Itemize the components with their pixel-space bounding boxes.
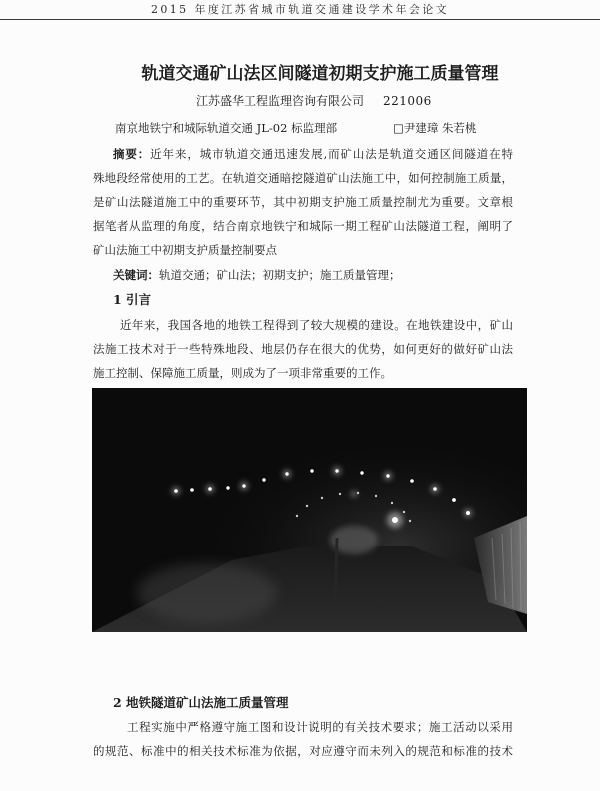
body-line: 法施工技术对于一些特殊地段、地层仍存在很大的优势，如何更好的做好矿山法 <box>93 342 513 356</box>
paper-title: 轨道交通矿山法区间隧道初期支护施工质量管理 <box>141 64 499 84</box>
abstract-line: 殊地段经常使用的工艺。在轨道交通暗挖隧道矿山法施工中，如何控制施工质量， <box>93 171 513 185</box>
abstract-line: 据笔者从监理的角度，结合南京地铁宁和城际一期工程矿山法隧道工程，阐明了 <box>93 219 513 233</box>
tunnel-light <box>306 505 308 507</box>
tunnel-bright-lamp <box>392 517 398 523</box>
abstract-label: 摘要： <box>113 147 151 161</box>
tunnel-light <box>452 498 456 502</box>
affiliation-organization: 江苏盛华工程监理咨询有限公司 <box>196 94 365 108</box>
tunnel-light <box>208 487 212 491</box>
section-heading: 1 引言 <box>113 292 152 307</box>
tunnel-light <box>360 471 363 474</box>
tunnel-light <box>410 479 414 483</box>
tunnel-light <box>262 478 265 481</box>
abstract <box>93 142 513 262</box>
tunnel-light <box>226 486 229 489</box>
abstract-line: 是矿山法隧道施工中的重要环节，其中初期支护施工质量控制尤为重要。文章根 <box>93 195 513 209</box>
affiliation-postcode: 221006 <box>383 94 432 108</box>
tunnel-light <box>391 502 393 504</box>
tunnel-support-post <box>335 538 337 602</box>
tunnel-light <box>310 469 313 472</box>
tunnel-light <box>375 495 377 497</box>
tunnel-light <box>190 488 194 492</box>
tunnel-light <box>433 487 437 491</box>
keywords <box>113 263 401 287</box>
tunnel-light <box>335 469 338 472</box>
section-heading: 2 地铁隧道矿山法施工质量管理 <box>113 695 289 710</box>
body-line: 施工控制、保障施工质量，则成为了一项非常重要的工作。 <box>93 366 392 380</box>
tunnel-light <box>339 493 341 495</box>
keywords-text: 轨道交通；矿山法；初期支护；施工质量管理； <box>159 268 401 282</box>
section-paragraph <box>93 715 513 763</box>
tunnel-light <box>386 474 389 477</box>
running-header-text: 2015 年度江苏省城市轨道交通建设学术年会论文 <box>150 3 450 16</box>
body-line: 近年来，我国各地的地铁工程得到了较大规模的建设。在地铁建设中，矿山 <box>120 318 513 332</box>
abstract-line <box>93 142 513 166</box>
tunnel-light <box>466 511 470 515</box>
tunnel-light-glow <box>351 491 357 497</box>
tunnel-light <box>174 489 178 493</box>
tunnel-light <box>242 484 245 487</box>
body-line: 工程实施中严格遵守施工图和设计说明的有关技术要求；施工活动以采用 <box>127 720 513 734</box>
department: 南京地铁宁和城际轨道交通 JL-02 标监理部 <box>115 121 338 135</box>
tunnel-light <box>409 520 411 522</box>
tunnel-light <box>321 497 323 499</box>
tunnel-light <box>296 515 298 517</box>
body-line: 的规范、标准中的相关技术标准为依据，对应遵守而未列入的规范和标准的技术 <box>93 744 513 758</box>
tunnel-photo <box>92 388 527 632</box>
keywords-label: 关键词： <box>113 268 159 282</box>
section-paragraph <box>93 313 513 385</box>
tunnel-light <box>357 492 359 494</box>
tunnel-light <box>403 511 405 513</box>
authors: □尹建璋 朱若桃 <box>393 121 477 135</box>
abstract-line-text: 近年来，城市轨道交通迅速发展,而矿山法是轨道交通区间隧道在特 <box>150 147 514 161</box>
abstract-line: 矿山法施工中初期支护质量控制要点 <box>93 243 277 257</box>
running-header <box>0 0 600 20</box>
tunnel-light <box>285 472 288 475</box>
floor-mist <box>137 563 277 623</box>
